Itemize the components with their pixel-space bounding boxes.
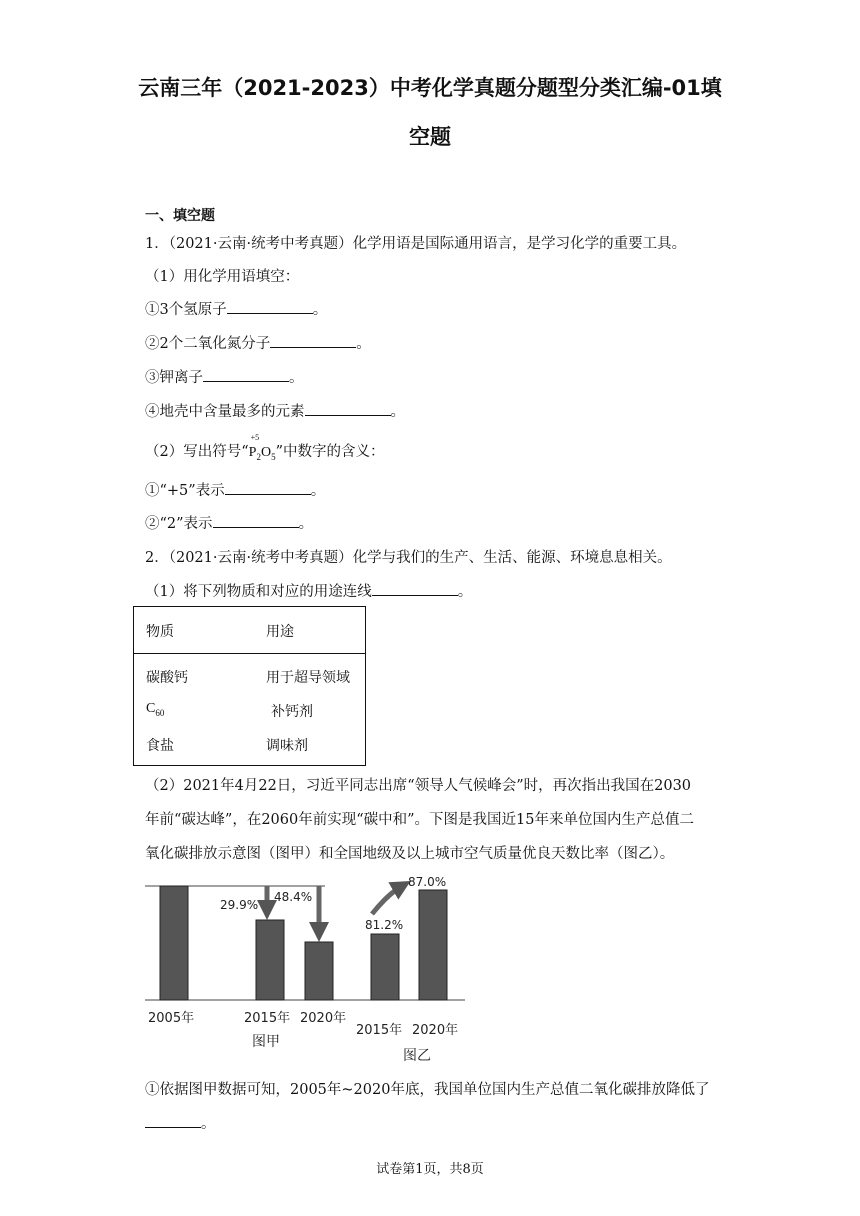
q1-item3: ③钾离子 。: [145, 366, 304, 387]
data-label: 81.2%: [365, 918, 404, 932]
bar-b-2020: [419, 890, 447, 1000]
data-label: 87.0%: [408, 875, 447, 889]
annotation-label: 29.9%: [220, 898, 259, 912]
q1-item2: ②2个二氧化氮分子 。: [145, 332, 371, 353]
table-cell: 食盐: [146, 738, 174, 754]
section-heading: 一、填空题: [145, 208, 215, 224]
answer-blank[interactable]: [227, 299, 313, 314]
answer-blank[interactable]: [270, 333, 356, 348]
table-cell: 碳酸钙: [146, 670, 188, 686]
tick-label: 2020年: [300, 1011, 347, 1026]
table-cell: 用于超导领域: [266, 670, 350, 686]
bar-b-2015: [371, 934, 399, 1000]
annotation-label: 48.4%: [274, 890, 313, 904]
page-title-cont: 空题: [409, 125, 451, 149]
emission-air-quality-chart: [140, 872, 470, 1072]
q2-question1: ①依据图甲数据可知，2005年~2020年底，我国单位国内生产总值二氧化碳排放降低了: [145, 1082, 710, 1098]
answer-blank[interactable]: [372, 581, 458, 596]
q2-stem: 2．（2021·云南·统考中考真题）化学与我们的生产、生活、能源、环境息息相关。: [145, 550, 672, 566]
arrow-up-icon: [372, 886, 402, 914]
table-cell: 补钙剂: [271, 704, 313, 720]
q1-part2: （2）写出符号“ +5 $P_2O_5$”中数字的含义：: [145, 433, 385, 462]
matching-table: [133, 606, 366, 766]
figure-caption: 图乙: [403, 1048, 431, 1064]
q1-part1: （1）用化学用语填空：: [145, 269, 300, 285]
page-footer: 试卷第1页，共8页: [376, 1162, 484, 1177]
table-cell: $C_{60}$: [146, 701, 165, 718]
q1-item1: ①3个氢原子 。: [145, 298, 327, 319]
table-header-substance: 物质: [146, 624, 174, 640]
q2-part2-line3: 氧化碳排放示意图（图甲）和全国地级及以上城市空气质量优良天数比率（图乙）。: [145, 846, 675, 862]
q1-meaning1: ①“+5”表示 。: [145, 479, 325, 500]
answer-blank[interactable]: [145, 1113, 201, 1128]
answer-blank[interactable]: [213, 513, 299, 528]
answer-blank[interactable]: [225, 480, 311, 495]
chemical-symbol: +5 $P_2O_5$: [248, 433, 276, 462]
bar-2005: [160, 886, 188, 1000]
tick-label: 2015年: [244, 1011, 291, 1026]
q1-item4: ④地壳中含量最多的元素 。: [145, 400, 405, 421]
q2-part2-line2: 年前“碳达峰”，在2060年前实现“碳中和”。下图是我国近15年来单位国内生产总值二: [145, 812, 695, 828]
tick-label: 2020年: [412, 1023, 459, 1038]
q2-part1: （1）将下列物质和对应的用途连线 。: [145, 580, 472, 601]
tick-label: 2015年: [356, 1023, 403, 1038]
q2-part2-line1: （2）2021年4月22日，习近平同志出席“领导人气候峰会”时，再次指出我国在2030: [145, 778, 692, 794]
bar-2015: [256, 920, 284, 1000]
page-title: 云南三年（2021-2023）中考化学真题分题型分类汇编-01填: [138, 76, 722, 100]
figure-caption: 图甲: [252, 1034, 280, 1050]
q1-meaning2: ②“2”表示 。: [145, 512, 313, 533]
q1-stem: 1．（2021·云南·统考中考真题）化学用语是国际通用语言，是学习化学的重要工具。: [145, 236, 687, 252]
table-header-use: 用途: [266, 624, 294, 640]
tick-label: 2005年: [148, 1011, 195, 1026]
table-cell: 调味剂: [266, 738, 308, 754]
bar-2020: [305, 942, 333, 1000]
answer-blank[interactable]: [203, 367, 289, 382]
q2-question1-cont: 。: [145, 1112, 216, 1133]
answer-blank[interactable]: [305, 401, 391, 416]
